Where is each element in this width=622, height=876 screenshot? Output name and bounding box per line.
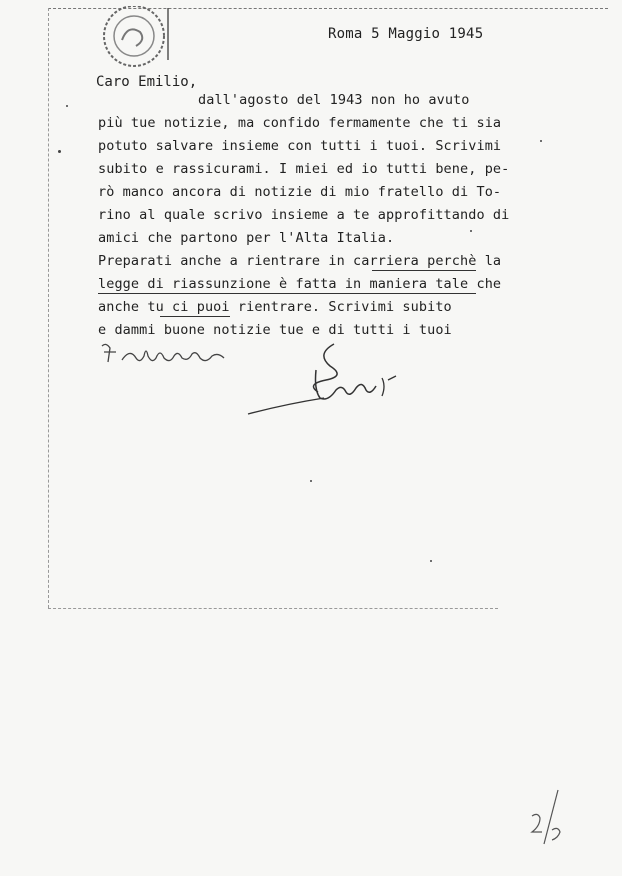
paper-speck	[470, 230, 472, 232]
archive-stamp	[96, 6, 172, 70]
handwritten-closing	[100, 338, 240, 370]
body-line-1: dall'agosto del 1943 non ho avuto	[198, 92, 470, 108]
handwritten-signature	[246, 340, 406, 420]
page-border-left	[48, 8, 49, 608]
pen-underline-3	[160, 316, 230, 317]
pen-underline-1	[372, 270, 476, 271]
body-line-5: rò manco ancora di notizie di mio fratello di To-	[98, 184, 502, 200]
paper-speck	[430, 560, 432, 562]
body-line-10: anche tu ci puoi rientrare. Scrivimi subito	[98, 299, 452, 315]
body-line-8: Preparati anche a rientrare in carriera perchè la	[98, 253, 502, 269]
letter-date: Roma 5 Maggio 1945	[328, 26, 484, 42]
page-border-bottom	[48, 608, 498, 609]
body-line-6: rino al quale scrivo insieme a te approfittando di	[98, 207, 510, 223]
body-line-2: più tue notizie, ma confido fermamente che ti sia	[98, 115, 502, 131]
letter-greeting: Caro Emilio,	[96, 74, 198, 90]
handwritten-page-mark	[528, 786, 568, 846]
paper-speck	[58, 150, 61, 153]
paper-speck	[310, 480, 312, 482]
body-line-7: amici che partono per l'Alta Italia.	[98, 230, 395, 246]
body-line-3: potuto salvare insieme con tutti i tuoi. Scrivimi	[98, 138, 502, 154]
paper-speck	[540, 140, 542, 142]
body-line-4: subito e rassicurami. I miei ed io tutti bene, pe-	[98, 161, 510, 177]
body-line-9: legge di riassunzione è fatta in maniera tale che	[98, 276, 502, 292]
paper-speck	[66, 105, 68, 107]
body-line-11: e dammi buone notizie tue e di tutti i tuoi	[98, 322, 452, 338]
pen-underline-2	[98, 293, 476, 294]
